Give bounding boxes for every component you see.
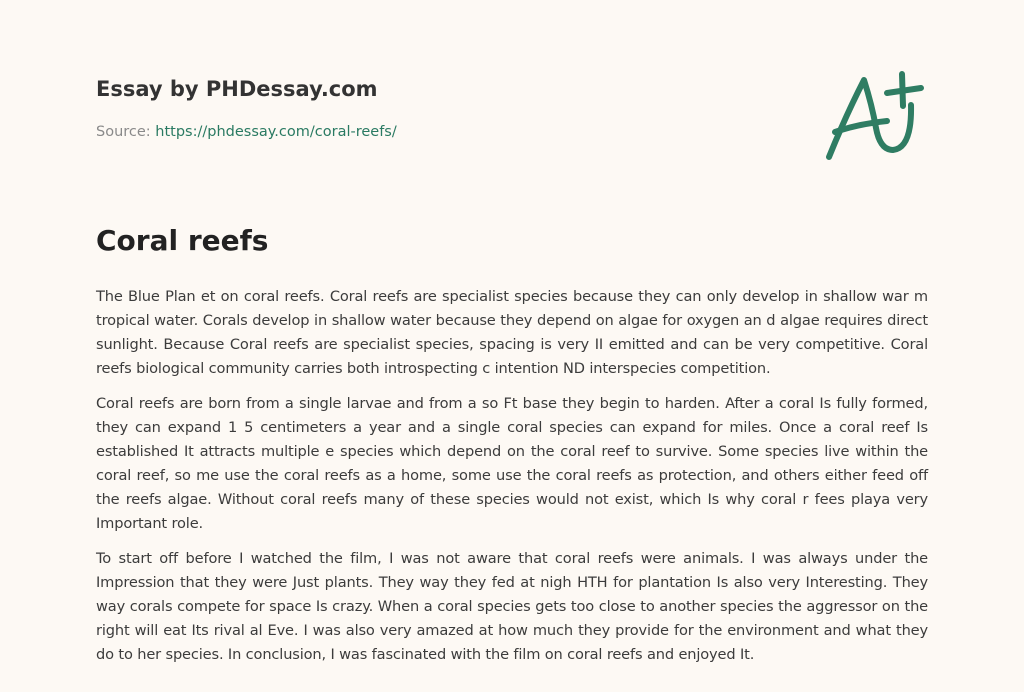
- essay-paragraph: To start off before I watched the film, I was not aware that coral reefs were animals. I was always under the Impression that they were Just plants. They way they fed at nigh HTH for plantation Is also very Interesting. They way corals compete for space Is crazy. When a coral species gets too close to another species the aggressor on the right will eat Its rival al Eve. I was also very amazed at how much they provide for the environment and what they do to her species. In conclusion, I was fascinated with the film on coral reefs and enjoyed It.: [96, 550, 928, 663]
- essay-body: [96, 285, 928, 678]
- logo-plus-horizontal: [887, 88, 921, 93]
- essay-paragraph: Coral reefs are born from a single larvae and from a so Ft base they begin to harden. After a coral Is fully formed, they can expand 1 5 centimeters a year and a single coral species can expand for miles. Once a coral reef Is established It attracts multiple e species which depend on the coral reef to survive. Some species live within the coral reef, so me use the coral reefs as a home, some use the coral reefs as protection, and others either feed off the reefs algae. Without coral reefs many of these species would not exist, which Is why coral r fees playa very Important role.: [96, 395, 928, 532]
- essay-title: Coral reefs: [96, 224, 269, 257]
- source-line: [96, 124, 397, 140]
- essay-paragraph: The Blue Plan et on coral reefs. Coral reefs are specialist species because they can only develop in shallow war m tropical water. Corals develop in shallow water because they depend on algae for oxygen an d algae requires direct sunlight. Because Coral reefs are specialist species, spacing is very II emitted and can be very competitive. Coral reefs biological community carries both introspecting c intention ND interspecies competition.: [96, 288, 928, 377]
- source-link[interactable]: https://phdessay.com/coral-reefs/: [155, 124, 397, 140]
- source-label: Source:: [96, 124, 151, 140]
- site-brand: Essay by PHDessay.com: [96, 77, 378, 101]
- a-plus-logo-icon: [815, 65, 935, 165]
